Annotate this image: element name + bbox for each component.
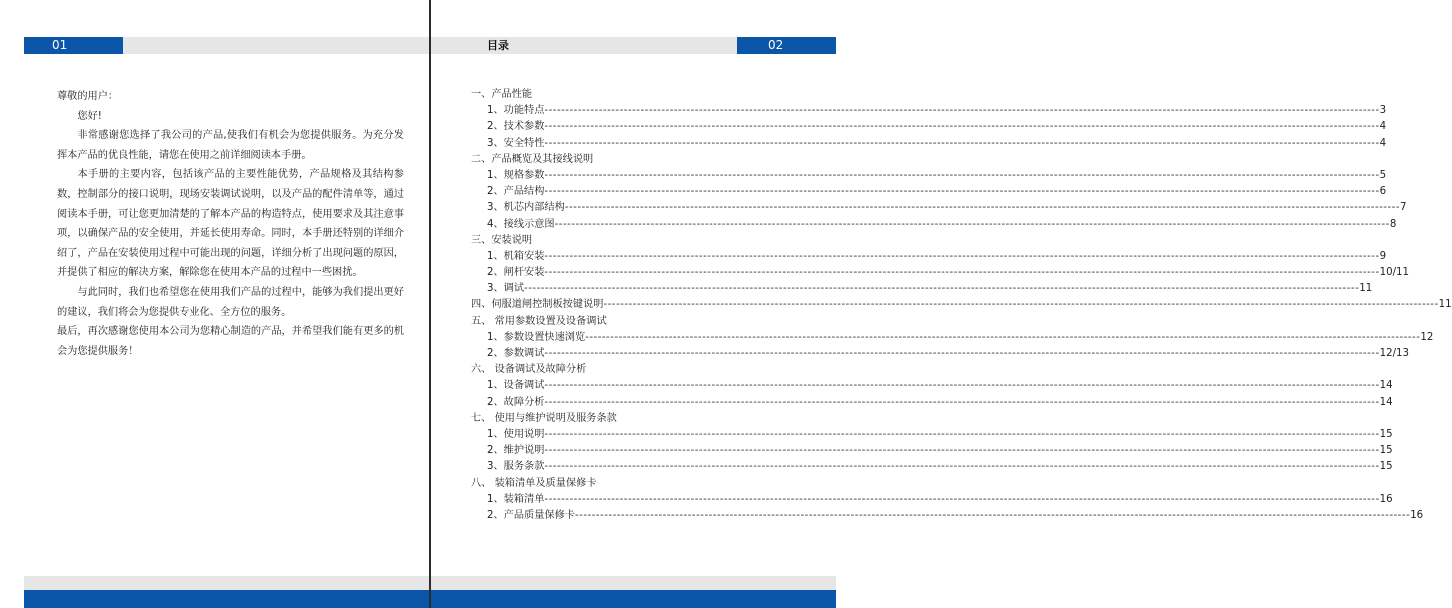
toc-entry-page: 3 (1379, 105, 1387, 117)
toc-leader-dashes: -------------------------------------------------------------------------------------------------------------------------------------------------------------------------------------------------------- (544, 121, 1380, 133)
toc-entry-page: 16 (1379, 493, 1393, 505)
toc-entry (471, 378, 1393, 394)
toc-entry-label: 七、 使用与维护说明及服务条款 (471, 412, 617, 424)
toc-entry-label: 1、规格参数 (487, 169, 545, 181)
toc-leader-dashes: -------------------------------------------------------------------------------------------------------------------------------------------------------------------------------------------------------- (544, 493, 1380, 505)
toc-entry (471, 119, 1387, 135)
paragraph-thanks: 非常感谢您选择了我公司的产品,使我们有机会为您提供服务。为充分发挥本产品的优良性能，请您在使用之前详细阅读本手册。 (57, 130, 404, 161)
footer-band-light (431, 576, 836, 590)
toc-entry-label: 三、安装说明 (471, 234, 533, 246)
footer-band-dark (431, 590, 836, 608)
toc-entry-label: 3、安全特性 (487, 137, 545, 149)
toc-leader-dashes: -------------------------------------------------------------------------------------------------------------------------------------------------------------------------------------------------------- (544, 428, 1380, 440)
footer-band-light (24, 576, 429, 590)
letter-body (57, 87, 404, 361)
toc-entry (471, 476, 831, 492)
toc-entry-label: 1、设备调试 (487, 380, 545, 392)
toc-entry-page: 7 (1400, 202, 1407, 214)
toc-entry (471, 281, 1373, 297)
toc-entry-page: 4 (1379, 137, 1387, 149)
toc-entry (471, 152, 831, 168)
toc-entry-label: 二、产品概览及其接线说明 (471, 153, 594, 165)
toc-entry-label: 2、参数调试 (487, 348, 545, 359)
toc-entry (471, 168, 1387, 184)
toc-entry-label: 2、维护说明 (487, 445, 545, 457)
right-page (431, 0, 1452, 608)
toc-leader-dashes: -------------------------------------------------------------------------------------------------------------------------------------------------------------------------------------------------------- (544, 461, 1380, 473)
table-of-contents (471, 87, 1452, 524)
toc-entry (471, 362, 831, 378)
toc-entry-label: 3、调试 (487, 283, 525, 295)
toc-entry (471, 103, 1387, 119)
toc-leader-dashes: -------------------------------------------------------------------------------------------------------------------------------------------------------------------------------------------------------- (544, 348, 1380, 359)
paragraph-greeting: 您好! (77, 110, 102, 122)
toc-entry-label: 4、接线示意图 (487, 218, 555, 230)
toc-entry (471, 330, 1434, 346)
toc-entry-label: 3、机芯内部结构 (487, 202, 565, 214)
paragraph-contents: 本手册的主要内容，包括该产品的主要性能优势，产品规格及其结构参数，控制部分的接口说明，现场安装调试说明，以及产品的配件清单等，通过阅读本手册，可让您更加清楚的了解本产品的构造特点，使用要求及其注意事项，以确保产品的安全使用，并延长使用寿命。同时，本手册还特别的详细介绍了，产品在安装使用过程中可能出现的问题，详细分析了出现问题的原因，并提供了相应的解决方案，解除您在使用本产品的过程中一些困扰。 (57, 169, 404, 279)
toc-entry-page: 10/11 (1379, 267, 1409, 279)
toc-entry-label: 1、参数设置快速浏览 (487, 331, 586, 343)
toc-entry (471, 411, 831, 427)
toc-entry-page: 5 (1379, 169, 1387, 181)
toc-entry-label: 2、产品质量保修卡 (487, 509, 575, 521)
footer-band-dark (24, 590, 429, 608)
toc-entry-page: 12 (1420, 331, 1434, 343)
toc-entry-label: 六、 设备调试及故障分析 (471, 364, 587, 376)
toc-leader-dashes: -------------------------------------------------------------------------------------------------------------------------------------------------------------------------------------------------------- (574, 509, 1411, 521)
toc-entry (471, 427, 1393, 443)
toc-entry-label: 1、功能特点 (487, 105, 545, 117)
toc-entry-page: 8 (1389, 218, 1397, 230)
toc-entry (471, 459, 1393, 475)
toc-entry (471, 136, 1387, 152)
toc-leader-dashes: -------------------------------------------------------------------------------------------------------------------------------------------------------------------------------------------------------- (603, 299, 1439, 311)
toc-entry (471, 443, 1393, 459)
toc-entry (471, 87, 831, 103)
toc-leader-dashes: -------------------------------------------------------------------------------------------------------------------------------------------------------------------------------------------------------- (544, 137, 1380, 149)
toc-entry-label: 2、故障分析 (487, 396, 545, 408)
toc-entry-label: 2、产品结构 (487, 186, 545, 198)
toc-entry (471, 184, 1387, 200)
toc-entry (471, 233, 831, 249)
left-page (0, 0, 429, 608)
toc-leader-dashes: -------------------------------------------------------------------------------------------------------------------------------------------------------------------------------------------------------- (544, 396, 1380, 408)
toc-leader-dashes: -------------------------------------------------------------------------------------------------------------------------------------------------------------------------------------------------------- (544, 445, 1380, 457)
toc-entry-label: 五、 常用参数设置及设备调试 (471, 315, 607, 327)
toc-entry-label: 1、装箱清单 (487, 493, 545, 505)
toc-entry (471, 508, 1424, 524)
toc-leader-dashes: -------------------------------------------------------------------------------------------------------------------------------------------------------------------------------------------------------- (544, 380, 1380, 392)
toc-leader-dashes: -------------------------------------------------------------------------------------------------------------------------------------------------------------------------------------------------------- (585, 331, 1421, 343)
page-number: 02 (737, 37, 836, 54)
toc-entry-page: 15 (1379, 445, 1393, 457)
page-number: 01 (24, 37, 123, 54)
toc-entry (471, 249, 1387, 265)
paragraph-closing: 最后，再次感谢您使用本公司为您精心制造的产品，并希望我们能有更多的机会为您提供服务！ (57, 326, 404, 357)
toc-entry-page: 11 (1438, 299, 1452, 311)
toc-leader-dashes: -------------------------------------------------------------------------------------------------------------------------------------------------------------------------------------------------------- (544, 105, 1380, 117)
toc-entry-label: 3、服务条款 (487, 461, 545, 473)
toc-entry-label: 1、使用说明 (487, 428, 545, 440)
toc-entry-page: 4 (1379, 121, 1387, 133)
toc-entry (471, 314, 831, 330)
toc-entry-label: 四、伺服道闸控制板按键说明 (471, 299, 604, 311)
toc-entry-page: 14 (1379, 396, 1393, 408)
toc-entry-label: 2、技术参数 (487, 121, 545, 133)
toc-entry (471, 217, 1397, 233)
toc-leader-dashes: -------------------------------------------------------------------------------------------------------------------------------------------------------------------------------------------------------- (564, 202, 1401, 214)
toc-title: 目录 (487, 39, 509, 52)
toc-entry-page: 11 (1359, 283, 1373, 295)
toc-entry (471, 395, 1393, 411)
toc-entry-page: 14 (1379, 380, 1393, 392)
toc-entry (471, 492, 1393, 508)
toc-leader-dashes: -------------------------------------------------------------------------------------------------------------------------------------------------------------------------------------------------------- (544, 186, 1380, 198)
toc-entry-page: 15 (1379, 428, 1393, 440)
toc-entry-page: 16 (1410, 509, 1424, 521)
toc-entry-label: 2、闸杆安装 (487, 267, 545, 279)
toc-leader-dashes: -------------------------------------------------------------------------------------------------------------------------------------------------------------------------------------------------------- (524, 283, 1360, 295)
toc-entry (471, 346, 1409, 362)
toc-entry-page: 6 (1379, 186, 1387, 198)
salutation: 尊敬的用户： (57, 91, 119, 102)
toc-entry-label: 一、产品性能 (471, 89, 533, 100)
toc-entry (471, 265, 1409, 281)
toc-entry (471, 200, 1407, 216)
toc-leader-dashes: -------------------------------------------------------------------------------------------------------------------------------------------------------------------------------------------------------- (554, 218, 1390, 230)
toc-entry-page: 12/13 (1379, 348, 1409, 359)
toc-entry-page: 9 (1379, 250, 1387, 262)
paragraph-suggestions: 与此同时，我们也希望您在使用我们产品的过程中，能够为我们提出更好的建议，我们将会为您提供专业化、全方位的服务。 (57, 286, 404, 318)
toc-entry-label: 八、 装箱清单及质量保修卡 (471, 477, 597, 489)
toc-leader-dashes: -------------------------------------------------------------------------------------------------------------------------------------------------------------------------------------------------------- (544, 169, 1380, 181)
toc-leader-dashes: -------------------------------------------------------------------------------------------------------------------------------------------------------------------------------------------------------- (544, 267, 1380, 279)
toc-entry (471, 297, 1452, 313)
toc-entry-page: 15 (1379, 461, 1393, 473)
toc-entry-label: 1、机箱安装 (487, 250, 545, 262)
toc-leader-dashes: -------------------------------------------------------------------------------------------------------------------------------------------------------------------------------------------------------- (544, 250, 1380, 262)
